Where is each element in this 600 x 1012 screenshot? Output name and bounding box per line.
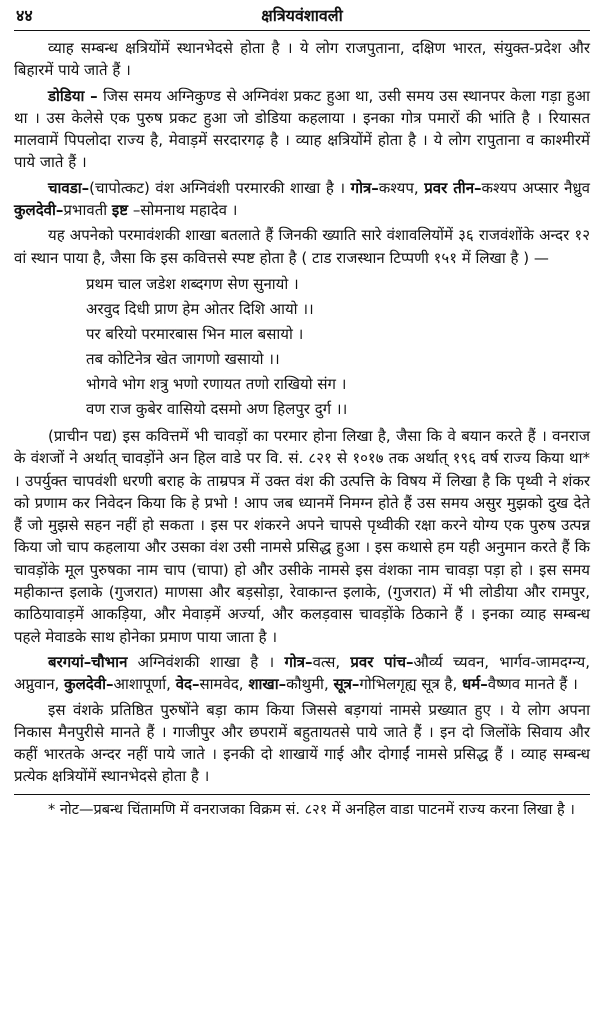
bargayan-text-f: कौथुमी, bbox=[286, 675, 334, 694]
label-kuldevi: कुलदेवी– bbox=[64, 675, 114, 694]
footnote-divider bbox=[14, 794, 590, 795]
paragraph-chavda-history: (प्राचीन पद्य) इस कवित्तमें भी चावड़ों का परमार होना लिखा है, जैसा कि वे बयान करते हैं । वनराज के वंशजों ने अर्थात् चावड़ोंने अन हिल वाडे पर वि. सं. ८२१ से १०१७ तक अर्थात् १९६ वर्ष राज्य किया था* । उपर्युक्त चापवंशी धरणी बराह के ताम्रपत्र में उक्त वंश की उत्पत्ति के विषय में लिखा है कि पृथ्वी ने शंकर को प्रणाम कर निवेदन किया कि हे प्रभो ! आप जब ध्यानमें निमग्न होते हैं उस समय असुर मुझको दुख देते हैं जो मुझसे सहन नहीं हो सकता । इस पर शंकरने अपने चापसे पृथ्वीकी रक्षा करने योग्य एक पुरुष उत्पन्न किया जो चाप कहलाया और उसका वंश उसी नामसे प्रसिद्ध हुआ । इस कथासे हम यही अनुमान करते हैं कि चावड़ोंके मूल पुरुषका नाम चाप (चापा) हो और उसीके नामसे इस वंशका नाम चावड़ा पड़ा हो । इस समय महीकान्त इलाके (गुजरात) माणसा और बड़सोड़ा, रेवाकान्त इलाके, (गुजरात) में भी लोडीया और रामपुर, काठियावाड़में आकड़िया, और मेवाड़में अर्ज्या, और कलड़वास चावड़ोंके ठिकाने हैं । इनका व्याह सम्बन्ध पहले मेवाडके साथ होनेका प्रमाण पाया जाता है । bbox=[14, 426, 590, 646]
bargayan-text-a: अग्निवंशकी शाखा है । bbox=[127, 652, 285, 671]
label-gotra: गोत्र– bbox=[284, 652, 313, 671]
bargayan-text-d: आशापूर्णा, bbox=[113, 675, 176, 694]
page-number: ४४ bbox=[16, 6, 33, 25]
paragraph-paramar-fame: यह अपनेको परमावंशकी शाखा बतलाते हैं जिनकी ख्याति सारे वंशावलियोंमें ३६ राजवंशोंके अन्दर १२ वां स्थान पाया है, जैसा कि इस कवित्तसे स्पष्ट होता है ( टाड राजस्थान टिप्पणी १५१ में लिखा है ) — bbox=[14, 226, 590, 267]
paragraph-bargayan-spread: इस वंशके प्रतिष्ठित पुरुषोंने बड़ा काम किया जिससे बड़गयां नामसे प्रख्यात हुए । ये लोग अपना निकास मैनपुरीसे मानते हैं । गाजीपुर और छपरामें बहुतायतसे पाये जाते हैं । इन दो जिलोंके सिवाय और कहीं भारतके अन्दर नहीं पाये जाते । इनकी दो शाखायें गाई और दोगाईं नामसे प्रसिद्ध हैं । व्याह सम्बन्ध प्रत्येक क्षत्रियोंमें स्थानभेदसे होता है । bbox=[14, 700, 590, 786]
page-header bbox=[14, 4, 590, 31]
paragraph-dodiya bbox=[14, 85, 590, 174]
bargayan-text-c: और्व्य च्यवन, भार्गव-जामदग्न्य, अप्नुवान, bbox=[14, 652, 590, 694]
term-chavda: चावडा– bbox=[48, 178, 90, 197]
label-shakha: शाखा– bbox=[248, 675, 287, 694]
verse-line: वण राज कुबेर वासियो दसमो अण हिलपुर दुर्ग ।। bbox=[86, 399, 348, 418]
term-bargayan: बरगयां–चौभान bbox=[48, 652, 128, 671]
verse-line: अरवुद दिधी प्राण हेम ओतर दिशि आयो ।। bbox=[86, 299, 314, 318]
paragraph-bargayan bbox=[14, 651, 590, 696]
bargayan-text-b: वत्स, bbox=[312, 652, 351, 671]
label-ved: वेद– bbox=[175, 675, 200, 694]
footnote-text: * नोट—प्रबन्ध चिंतामणि में वनराजका विक्रम सं. ८२१ में अनहिल वाडा पाटनमें राज्य करना लिखा है । bbox=[48, 801, 575, 818]
dodiya-text: जिस समय अग्निकुण्ड से अग्निवंश प्रकट हुआ था, उसी समय उस स्थानपर केला गड़ा हुआ था । उस केलेसे एक पुरुष प्रकट हुआ जो डोडिया कहलाया । इनका गोत्र पमारों की भांति है । रियासत मालवामें पिपलोदा राज्य है, मेवाड़में सरदारगढ़ है । व्याह क्षत्रियोंमें होता है । ये लोग रापुताना व काश्मीरमें पाये जाते हैं । bbox=[14, 86, 590, 172]
label-isht: इष्ट bbox=[111, 201, 129, 220]
chavda-text-e: –सोमनाथ महादेव । bbox=[128, 201, 238, 220]
chavda-text-b: कश्यप, bbox=[378, 178, 425, 197]
bargayan-text-g: गोभिलगृह्य सूत्र है, bbox=[359, 675, 463, 694]
verse-line: भोगवे भोग शत्रु भणो रणायत तणो राखियो संग । bbox=[86, 374, 347, 393]
verse-line: पर बरियो परमारबास भिन माल बसायो । bbox=[86, 324, 304, 343]
footnote bbox=[14, 799, 590, 821]
running-title: क्षत्रियवंशावली bbox=[261, 6, 343, 25]
chavda-text-d: प्रभावती bbox=[63, 201, 112, 220]
label-gotra: गोत्र– bbox=[350, 178, 379, 197]
bargayan-text-h: वैष्णव मानते हैं । bbox=[487, 675, 578, 694]
chavda-text-a: (चापोत्कट) वंश अग्निवंशी परमारकी शाखा है । bbox=[89, 178, 351, 197]
label-dharm: धर्म– bbox=[462, 675, 488, 694]
label-sutra: सूत्र– bbox=[333, 675, 360, 694]
verse-block bbox=[14, 272, 590, 422]
label-pravar: प्रवर तीन– bbox=[424, 178, 482, 197]
verse-line: प्रथम चाल जडेश शब्दगण सेण सुनायो । bbox=[86, 274, 299, 293]
label-pravar: प्रवर पांच– bbox=[350, 652, 414, 671]
term-dodiya: डोडिया – bbox=[48, 86, 98, 105]
paragraph-marriage-intro: व्याह सम्बन्ध क्षत्रियोंमें स्थानभेदसे होता है । ये लोग राजपुताना, दक्षिण भारत, संयुक्त-प्रदेश और बिहारमें पाये जाते हैं । bbox=[14, 39, 590, 80]
verse-line: तब कोटिनेत्र खेत जागणो खसायो ।। bbox=[86, 349, 280, 368]
chavda-text-c: कश्यप अप्सार नैध्रुव bbox=[481, 178, 590, 197]
paragraph-chavda bbox=[14, 177, 590, 222]
bargayan-text-e: सामवेद, bbox=[199, 675, 249, 694]
label-kuldevi: कुलदेवी– bbox=[14, 201, 64, 220]
